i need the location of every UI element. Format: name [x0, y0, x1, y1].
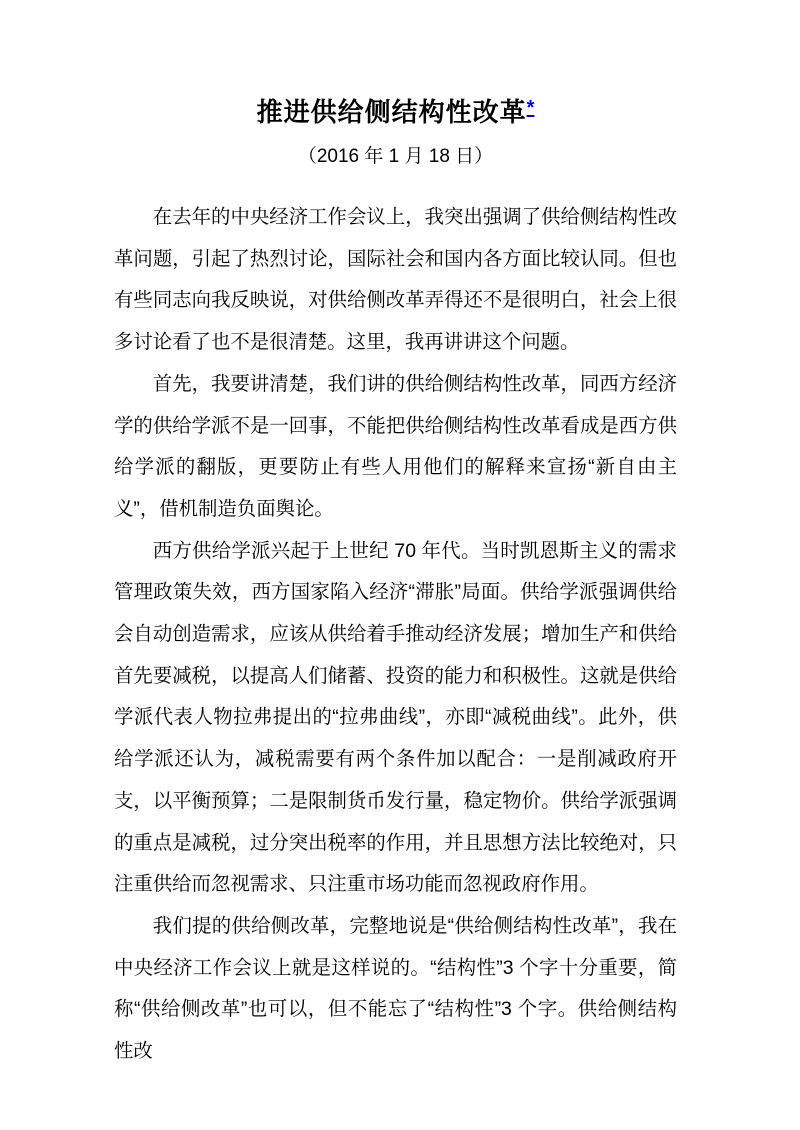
- page-title: [114, 90, 677, 130]
- paragraph-first-point: 首先，我要讲清楚，我们讲的供给侧结构性改革，同西方经济学的供给学派不是一回事，不能把供给侧结构性改革看成是西方供给学派的翻版，更要防止有些人用他们的解释来宣扬“新自由主义”，借机制造负面舆论。: [114, 372, 677, 520]
- paragraph-intro: 在去年的中央经济工作会议上，我突出强调了供给侧结构性改革问题，引起了热烈讨论，国际社会和国内各方面比较认同。但也有些同志向我反映说，对供给侧改革弄得还不是很明白，社会上很多讨论看了也不是很清楚。这里，我再讲讲这个问题。: [114, 206, 677, 354]
- document-date: （2016 年 1 月 18 日）: [297, 146, 494, 167]
- paragraph-western-supply-school: 西方供给学派兴起于上世纪 70 年代。当时凯恩斯主义的需求管理政策失效，西方国家陷入经济“滞胀”局面。供给学派强调供给会自动创造需求，应该从供给着手推动经济发展；增加生产和供给首先要减税，以提高人们储蓄、投资的能力和积极性。这就是供给学派代表人物拉弗提出的“拉弗曲线”，亦即“减税曲线”。此外，供给学派还认为，减税需要有两个条件加以配合：一是削减政府开支，以平衡预算；二是限制货币发行量，稳定物价。供给学派强调的重点是减税，过分突出税率的作用，并且思想方法比较绝对，只注重供给而忽视需求、只注重市场功能而忽视政府作用。: [114, 539, 677, 896]
- title-text: 推进供给侧结构性改革: [256, 97, 527, 127]
- paragraph-our-reform-truncated: 我们提的供给侧改革，完整地说是“供给侧结构性改革”，我在中央经济工作会议上就是这样说的。“结构性”3 个字十分重要，简称“供给侧改革”也可以，但不能忘了“结构性”3 个字。供给侧结构性改: [114, 914, 677, 1063]
- footnote-asterisk-link[interactable]: *: [526, 97, 535, 119]
- document-body: [114, 197, 677, 1073]
